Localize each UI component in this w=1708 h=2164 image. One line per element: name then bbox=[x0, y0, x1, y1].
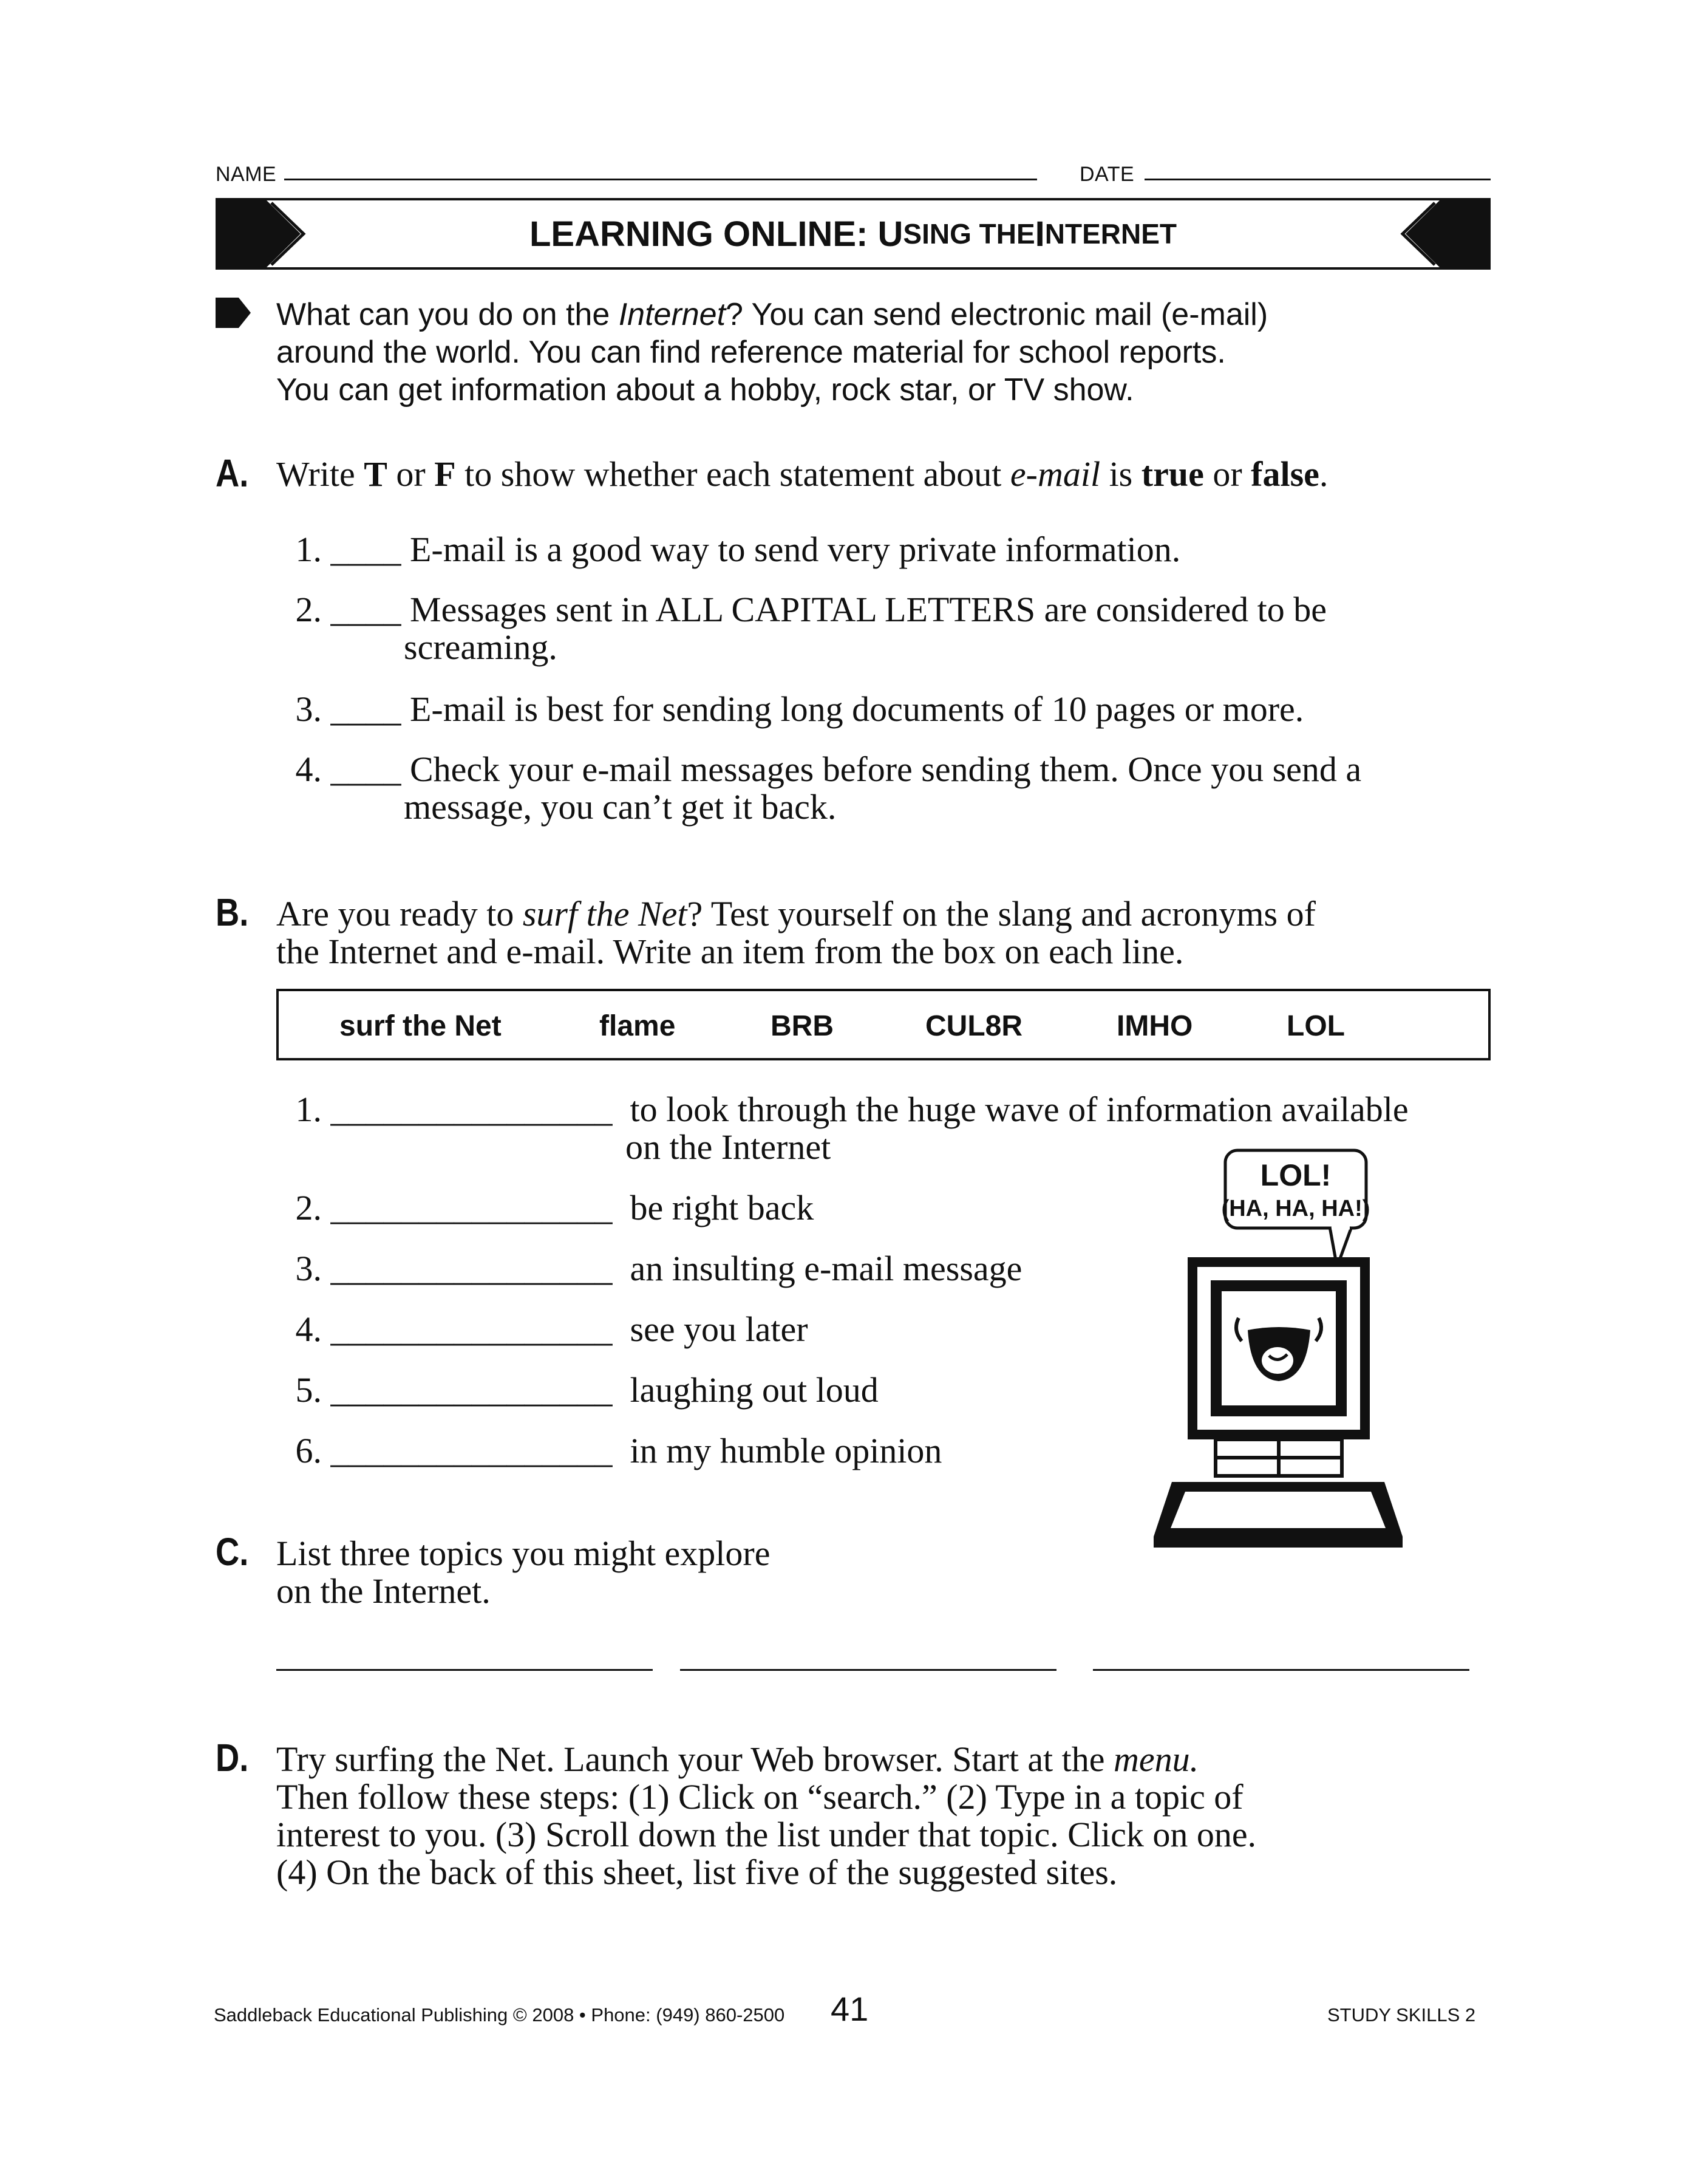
list-item: 2. ________________ be right back bbox=[295, 1188, 814, 1227]
name-field-line[interactable] bbox=[284, 179, 1037, 180]
answer-blank[interactable]: ________________ bbox=[330, 1249, 613, 1288]
list-item: 1. ____ E-mail is a good way to send very private information. bbox=[295, 530, 1181, 569]
name-label: NAME bbox=[216, 163, 277, 186]
list-item: 6. ________________ in my humble opinion bbox=[295, 1431, 942, 1470]
list-item: 1. ________________ to look through the huge wave of information available on the Internet bbox=[295, 1090, 1409, 1167]
section-a-instructions: Write T or F to show whether each statement about e-mail is true or false. bbox=[276, 454, 1329, 494]
list-item: 4. ________________ see you later bbox=[295, 1309, 808, 1349]
bubble-text-lol: LOL! bbox=[1260, 1158, 1332, 1192]
answer-blank[interactable]: ________________ bbox=[330, 1188, 613, 1227]
topic-answer-line[interactable] bbox=[276, 1669, 653, 1671]
word-bank-item: IMHO bbox=[1117, 1010, 1193, 1042]
topic-answer-line[interactable] bbox=[1093, 1669, 1469, 1671]
word-bank-item: flame bbox=[599, 1010, 676, 1042]
date-label: DATE bbox=[1080, 163, 1135, 186]
topic-answer-line[interactable] bbox=[680, 1669, 1056, 1671]
section-d-letter: D. bbox=[216, 1736, 249, 1780]
page-title: LEARNING ONLINE: U SING THE I NTERNET bbox=[529, 214, 1177, 254]
section-a-letter: A. bbox=[216, 451, 249, 495]
list-item: 3. ________________ an insulting e-mail message bbox=[295, 1249, 1022, 1288]
list-item: 2. ____ Messages sent in ALL CAPITAL LETTERS are considered to be screaming. bbox=[295, 590, 1327, 667]
answer-blank[interactable]: ________________ bbox=[330, 1309, 613, 1349]
answer-blank[interactable]: ____ bbox=[330, 749, 401, 789]
section-b-letter: B. bbox=[216, 890, 249, 934]
section-c-letter: C. bbox=[216, 1530, 249, 1574]
laughing-computer-illustration bbox=[1148, 1148, 1439, 1573]
section-b-instructions: Are you ready to surf the Net? Test yourself on the slang and acronyms of the Internet and e-mail. Write an item from the box on each line. bbox=[276, 894, 1316, 971]
answer-blank[interactable]: ____ bbox=[330, 689, 401, 729]
answer-blank[interactable]: ____ bbox=[330, 530, 401, 569]
bubble-text-haha: (HA, HA, HA!) bbox=[1221, 1196, 1370, 1221]
answer-blank[interactable]: ____ bbox=[330, 590, 401, 629]
footer-series: STUDY SKILLS 2 bbox=[1327, 2004, 1476, 2026]
answer-blank[interactable]: ________________ bbox=[330, 1431, 613, 1470]
word-bank-item: LOL bbox=[1287, 1010, 1345, 1042]
list-item: 3. ____ E-mail is best for sending long documents of 10 pages or more. bbox=[295, 689, 1304, 729]
date-field-line[interactable] bbox=[1145, 179, 1491, 180]
word-bank-item: CUL8R bbox=[925, 1010, 1023, 1042]
answer-blank[interactable]: ________________ bbox=[330, 1370, 613, 1410]
footer-publisher: Saddleback Educational Publishing © 2008 • Phone: (949) 860-2500 bbox=[214, 2004, 785, 2026]
answer-blank[interactable]: ________________ bbox=[330, 1090, 613, 1129]
word-bank-item: BRB bbox=[771, 1010, 834, 1042]
list-item: 4. ____ Check your e-mail messages before sending them. Once you send a message, you can’t get it back. bbox=[295, 749, 1362, 827]
section-c-instructions: List three topics you might explore on the Internet. bbox=[276, 1534, 771, 1611]
title-banner bbox=[216, 198, 1491, 270]
list-item: 5. ________________ laughing out loud bbox=[295, 1370, 879, 1410]
word-bank-item: surf the Net bbox=[339, 1010, 502, 1042]
section-d-instructions: Try surfing the Net. Launch your Web browser. Start at the menu. Then follow these steps: (1) Click on “search.” (2) Type in a topic of interest to you. (3) Scroll down the list under that topic. Click on one. (4) On the back of this sheet, list five of the suggested sites. bbox=[276, 1739, 1257, 1892]
intro-paragraph: What can you do on the Internet? You can send electronic mail (e-mail) around the world. You can find reference material for school reports. You can get information about a hobby, rock star, or TV show. bbox=[276, 297, 1268, 408]
word-bank-box bbox=[276, 989, 1491, 1060]
page-number: 41 bbox=[831, 1990, 869, 2028]
arrow-bullet-icon bbox=[216, 298, 252, 328]
